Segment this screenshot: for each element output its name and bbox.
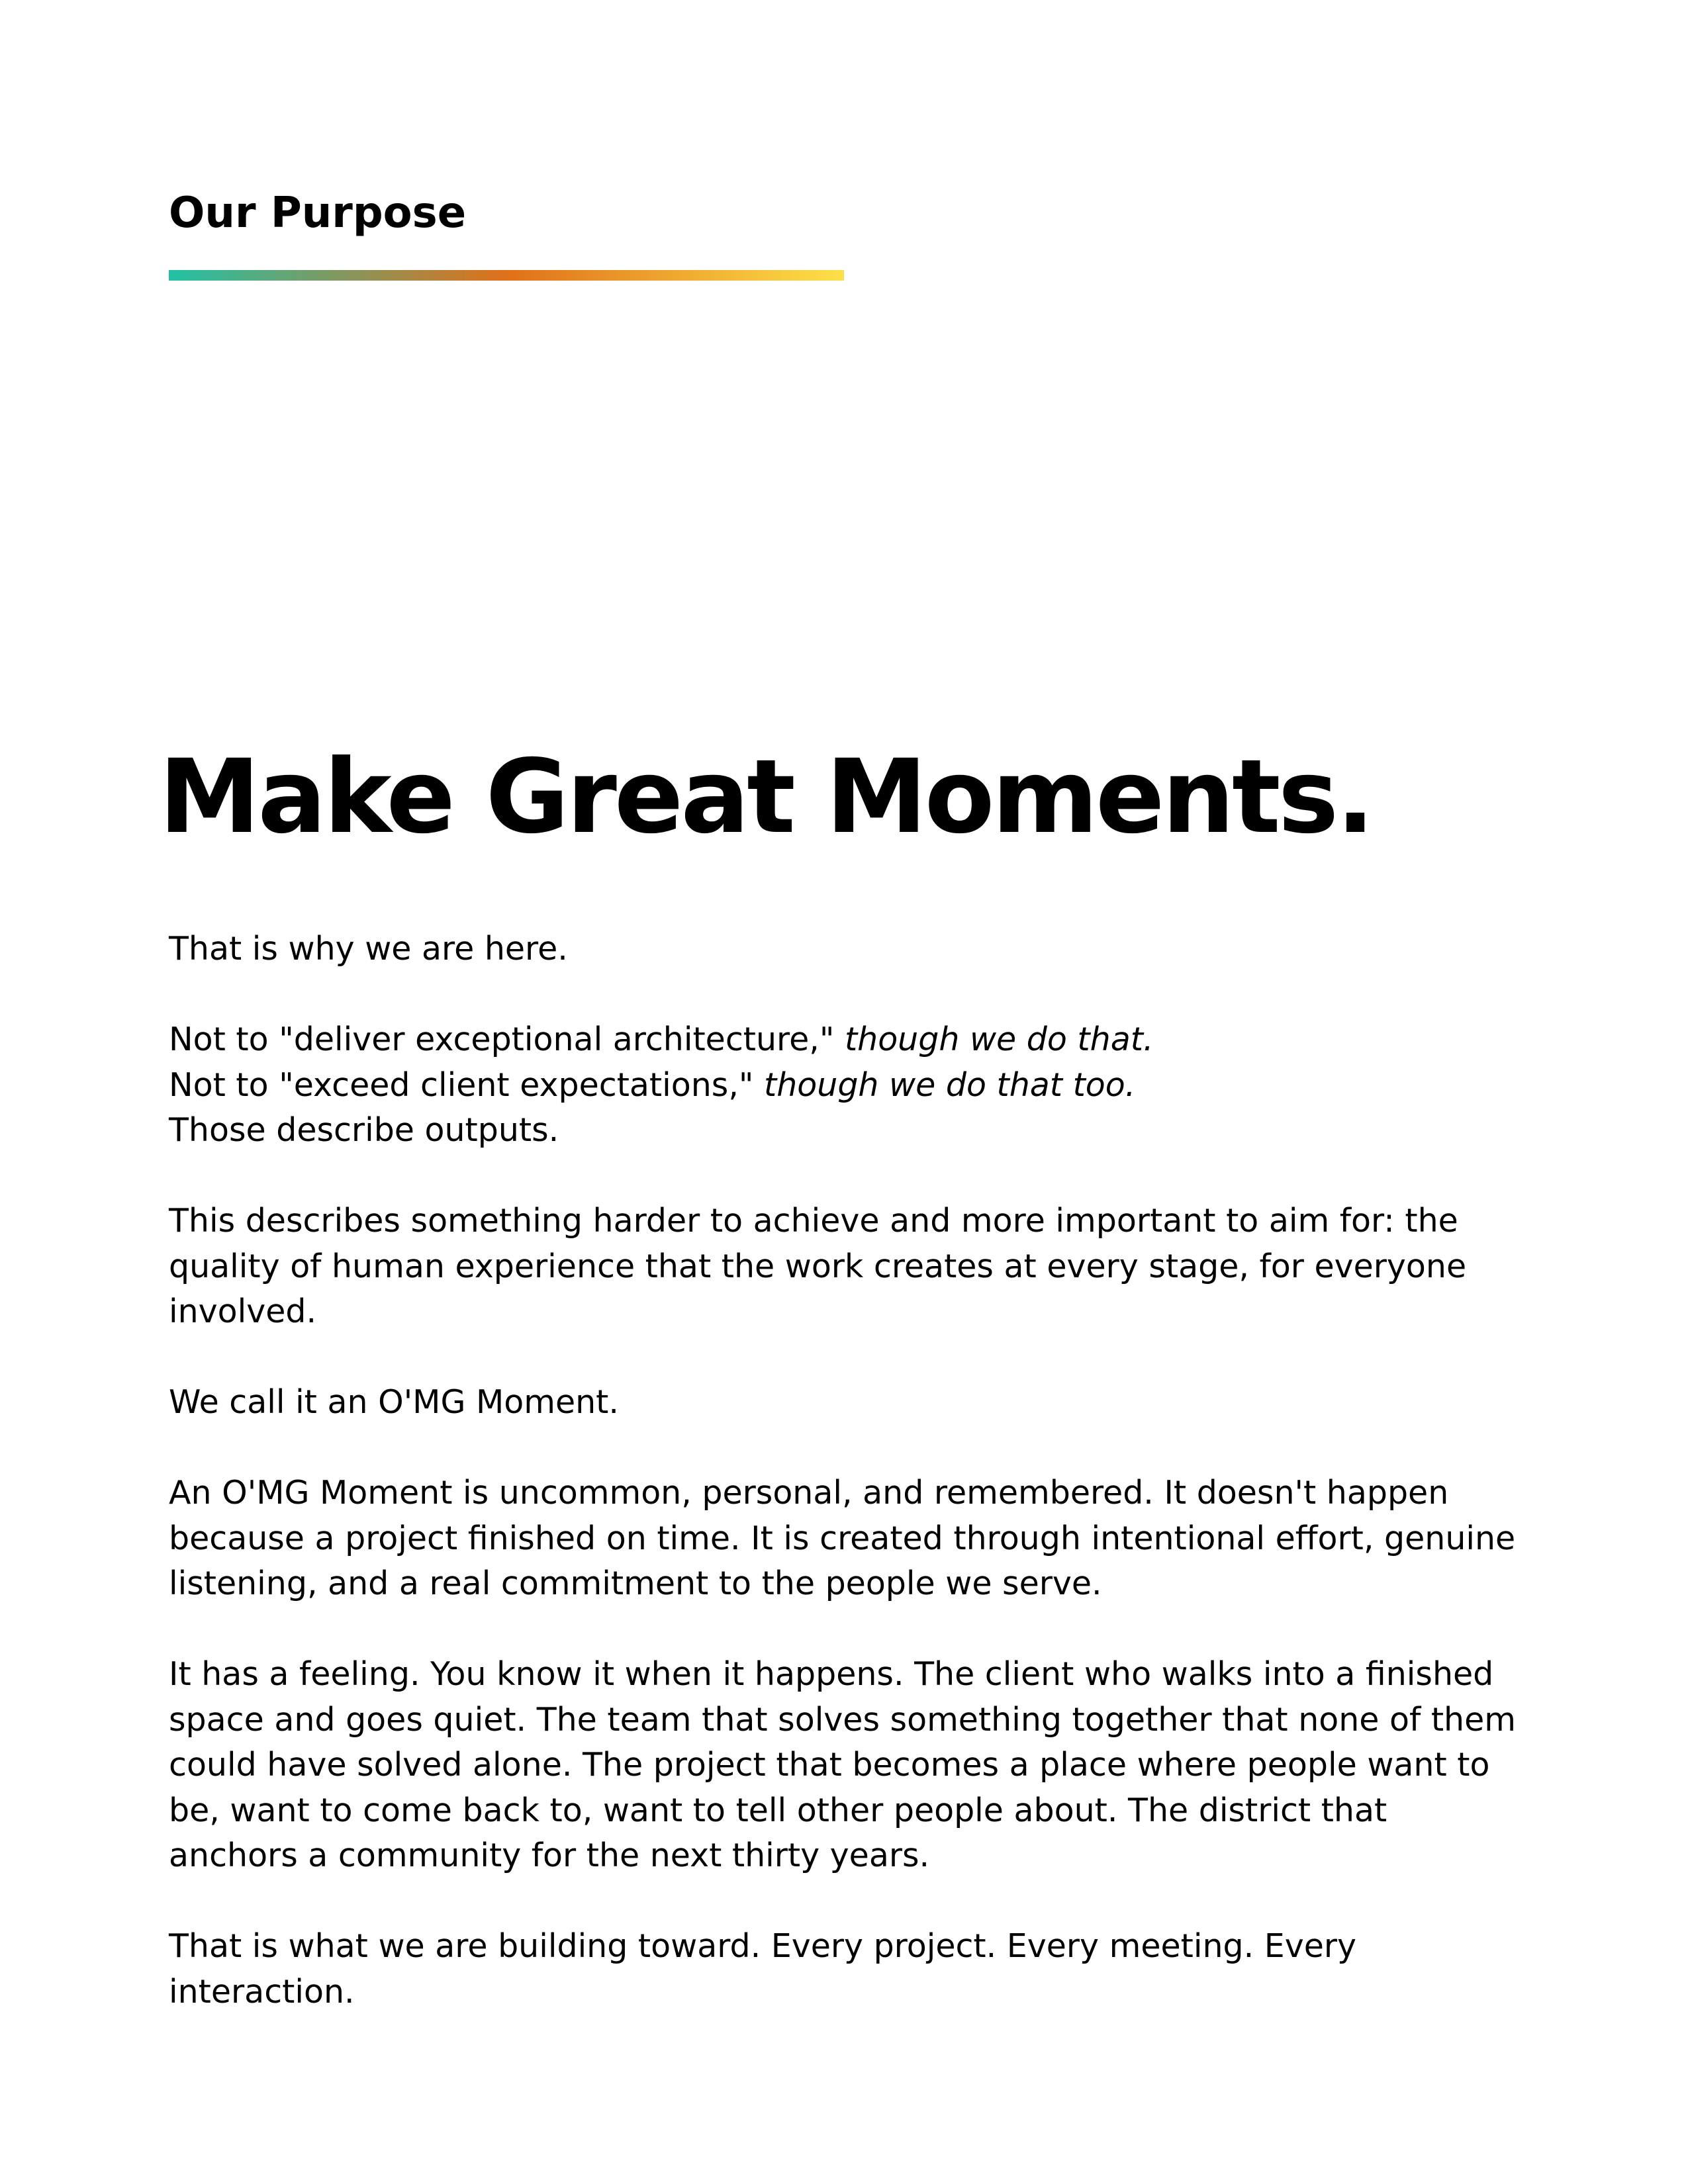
paragraph-describes: This describes something harder to achieve and more important to aim for: the quality of human experience that the work creates at every stage, for everyone involved. [169, 1202, 1467, 1330]
line-1-italic: though we do that. [844, 1021, 1154, 1058]
paragraph-feeling: It has a feeling. You know it when it happens. The client who walks into a finished space and goes quiet. The team that solves something together that none of them could have solved alone. The project that becomes a place where people want to be, want to come back to, want to tell other people about. The district that anchors a community for the next thirty years. [169, 1655, 1516, 1874]
gradient-rule [169, 270, 844, 281]
body-text [169, 927, 1526, 2015]
paragraph-intro: That is why we are here. [169, 930, 568, 968]
paragraph-omg-call: We call it an O'MG Moment. [169, 1383, 619, 1421]
section-label: Our Purpose [169, 189, 467, 238]
line-2-text: Not to "exceed client expectations," [169, 1066, 765, 1104]
paragraph-building-toward: That is what we are building toward. Every project. Every meeting. Every interaction. [169, 1927, 1357, 2011]
paragraph-not-to [169, 1017, 1526, 1154]
paragraph-omg-definition: An O'MG Moment is uncommon, personal, and remembered. It doesn't happen because a project finished on time. It is created through intentional effort, genuine listening, and a real commitment to the people we serve. [169, 1474, 1516, 1602]
line-3-text: Those describe outputs. [169, 1111, 559, 1149]
headline: Make Great Moments. [159, 738, 1372, 856]
line-1-text: Not to "deliver exceptional architecture," [169, 1021, 845, 1058]
line-2-italic: though we do that too. [764, 1066, 1136, 1104]
